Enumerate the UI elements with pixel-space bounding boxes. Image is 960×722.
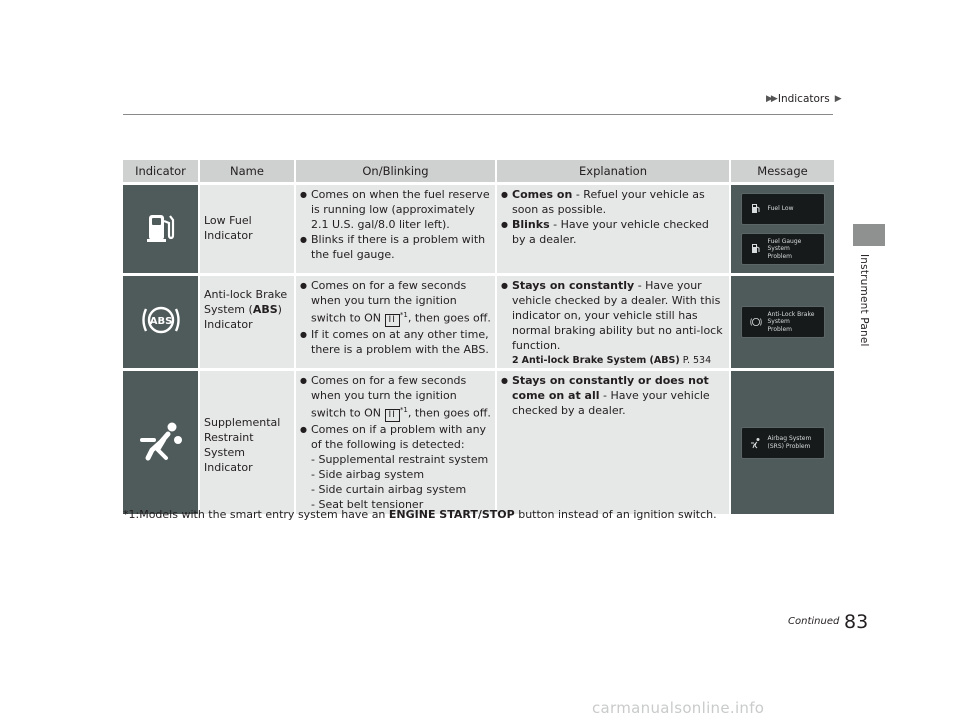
fuel-pump-icon (750, 243, 762, 255)
table-row (123, 276, 834, 368)
list-item (300, 278, 491, 327)
column-header-message: Message (729, 160, 834, 182)
airbag-icon (138, 420, 184, 462)
list-item: ● Comes on when the fuel reserve is running low (approximately 2.1 U.S. gal/8.0 liter left). (300, 187, 491, 232)
list-item (501, 217, 725, 247)
explanation-term: Stays on constantly or does not come on at all (512, 374, 709, 402)
footnote-text: *1:Models with the smart entry system have an (123, 508, 389, 521)
page-reference[interactable] (512, 353, 725, 368)
message-text: Fuel Low (767, 205, 794, 213)
list-item-text: , then goes off. (407, 311, 491, 325)
continued-label: Continued (788, 616, 840, 627)
indicator-name (204, 287, 290, 317)
message-display (741, 233, 825, 265)
list-item-text: Comes on if a problem with any of the following is detected: (311, 422, 487, 451)
indicator-name-line: Indicator (204, 229, 253, 242)
list-item-text: Comes on for a few seconds when you turn the ignition switch to ON (311, 374, 467, 420)
column-header-indicator: Indicator (123, 160, 198, 182)
column-header-on-blinking: On/Blinking (294, 160, 495, 182)
fuel-pump-icon (143, 209, 179, 245)
table-header-row (123, 160, 834, 182)
message-text: Anti-Lock Brake System Problem (767, 310, 815, 333)
triangle-icon: ▶ (834, 94, 840, 104)
list-item (501, 187, 725, 217)
column-header-explanation: Explanation (495, 160, 729, 182)
on-blinking-cell (294, 276, 495, 368)
explanation-text: - Refuel your vehicle as soon as possible. (512, 188, 705, 216)
indicator-name-line: Restraint System (204, 431, 254, 459)
detected-item: - Seat belt tensioner (311, 497, 424, 511)
breadcrumb-label: Indicators (777, 93, 830, 105)
footnote (123, 508, 717, 521)
message-display (741, 193, 825, 225)
message-cell (729, 185, 834, 273)
detected-item: - Side curtain airbag system (311, 482, 467, 496)
list-item (501, 278, 725, 353)
indicator-name-text: ) (277, 303, 282, 316)
svg-text:ABS: ABS (149, 316, 172, 327)
name-cell (198, 185, 294, 273)
message-text: Fuel Gauge System Problem (767, 237, 802, 260)
footnote-ref: *1 (399, 406, 408, 414)
message-display (741, 427, 825, 459)
on-blinking-cell (294, 185, 495, 273)
abs-icon (750, 316, 762, 328)
name-cell (198, 276, 294, 368)
explanation-term: Stays on constantly (512, 279, 635, 292)
ignition-position-key: II (385, 409, 400, 422)
table-row (123, 185, 834, 273)
message-display (741, 306, 825, 338)
double-triangle-icon: ▶▶ (766, 94, 776, 104)
explanation-cell (495, 185, 729, 273)
detected-item: - Supplemental restraint system (311, 452, 489, 466)
list-item (300, 422, 491, 512)
page-number: 83 (844, 611, 869, 633)
detected-item: - Side airbag system (311, 467, 425, 481)
explanation-cell (495, 371, 729, 514)
footnote-button-name: ENGINE START/STOP (388, 508, 515, 521)
list-item (300, 373, 491, 422)
fuel-pump-icon (750, 203, 762, 215)
list-item: ● Blinks if there is a problem with the fuel gauge. (300, 232, 491, 262)
indicator-table (123, 157, 834, 517)
list-item (501, 373, 725, 418)
indicator-cell (123, 276, 198, 368)
message-cell (729, 371, 834, 514)
list-item: ● If it comes on at any other time, there is a problem with the ABS. (300, 327, 491, 357)
message-text: Airbag System (SRS) Problem (767, 435, 812, 450)
explanation-term: Comes on (512, 188, 573, 201)
indicator-name-text: Anti-lock Brake System ( (204, 288, 288, 316)
explanation-text: - Have your vehicle checked by a dealer. (512, 218, 709, 246)
breadcrumb (766, 93, 840, 105)
column-header-name: Name (198, 160, 294, 182)
indicator-name-line: Indicator (204, 318, 253, 331)
list-item-text: , then goes off. (407, 406, 491, 420)
footnote-ref: *1 (399, 311, 408, 319)
name-cell (198, 371, 294, 514)
explanation-text: - Have your vehicle checked by a dealer. (512, 389, 710, 417)
section-tab-label: Instrument Panel (858, 254, 870, 347)
section-tab (853, 224, 885, 246)
airbag-icon (750, 437, 762, 449)
indicator-name-line: Supplemental (204, 416, 281, 429)
watermark: carmanualsonline.info (592, 699, 765, 717)
header-rule (123, 114, 833, 115)
ignition-position-key: II (385, 314, 400, 327)
abs-icon (140, 302, 182, 338)
table-row (123, 371, 834, 514)
reference-page: P. 534 (682, 355, 712, 366)
explanation-term: Blinks (512, 218, 550, 231)
indicator-name-abbrev: ABS (252, 303, 278, 316)
explanation-text: - Have your vehicle checked by a dealer. With this indicator on, your vehicle still has normal braking ability but no anti-lock function. (512, 279, 723, 352)
reference-title: Anti-lock Brake System (ABS) (521, 355, 680, 366)
indicator-name-line: Low Fuel (204, 214, 252, 227)
list-item-text: Comes on for a few seconds when you turn the ignition switch to ON (311, 279, 467, 325)
indicator-cell (123, 185, 198, 273)
reference-arrow-icon: 2 (512, 355, 519, 366)
indicator-cell (123, 371, 198, 514)
indicator-name-line: Indicator (204, 461, 253, 474)
on-blinking-cell (294, 371, 495, 514)
explanation-cell (495, 276, 729, 368)
footnote-text: button instead of an ignition switch. (514, 508, 717, 521)
message-cell (729, 276, 834, 368)
